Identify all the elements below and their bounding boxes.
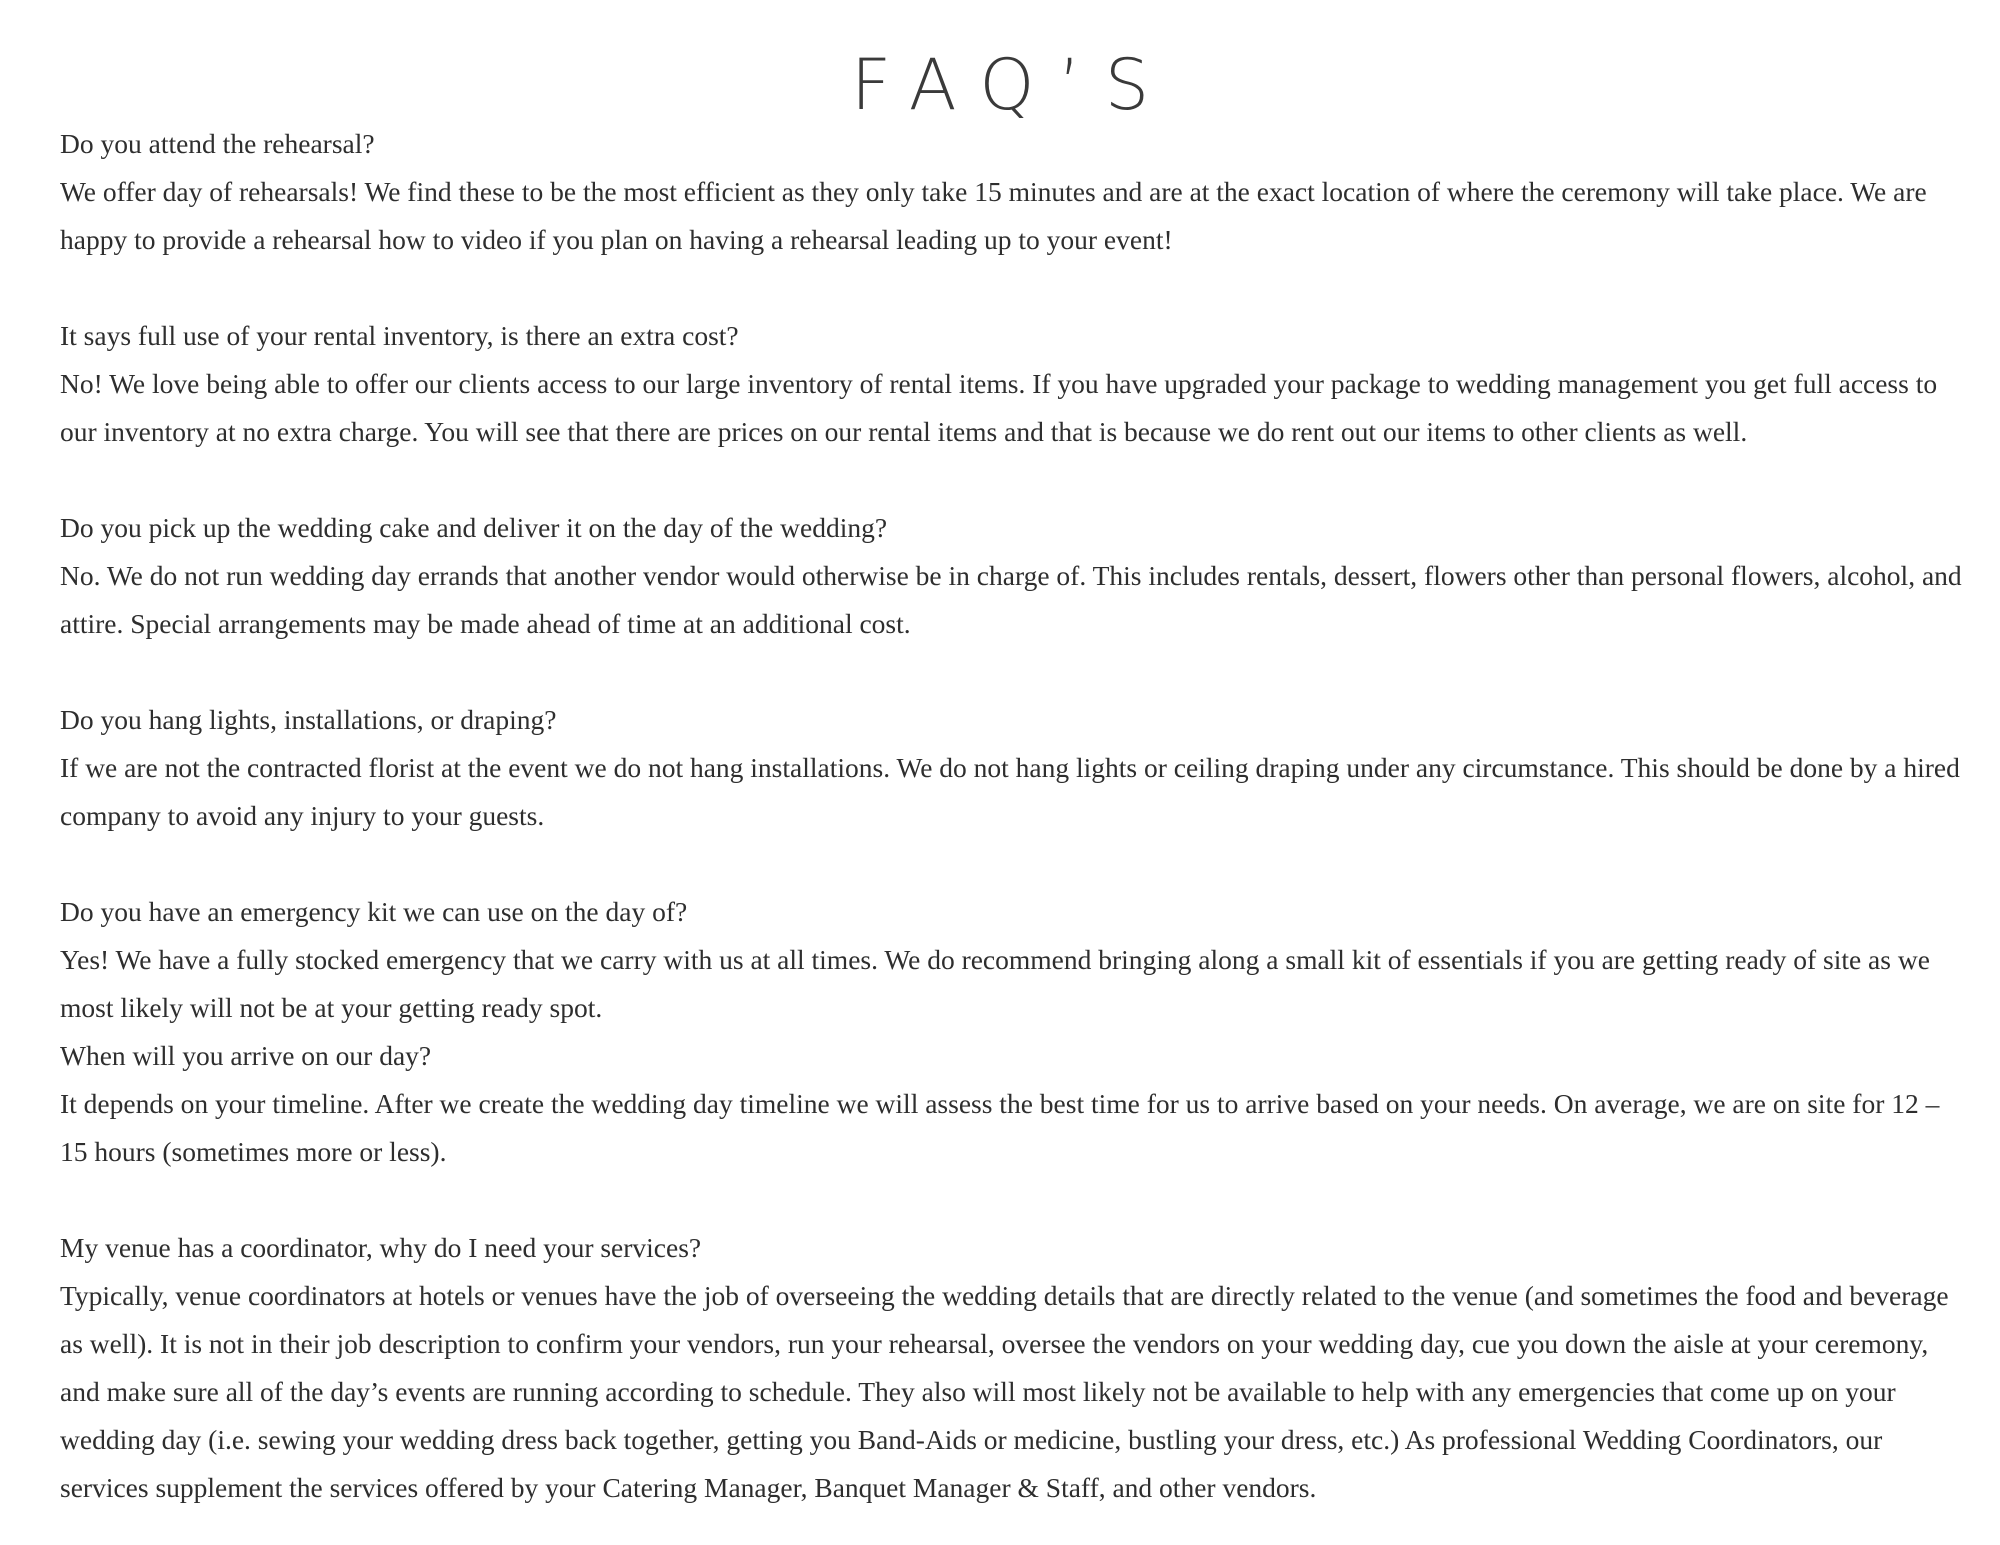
faq-item (60, 312, 1965, 456)
faq-question: Do you hang lights, installations, or draping? (60, 704, 557, 735)
faq-answer: It depends on your timeline. After we create the wedding day timeline we will assess the best time for us to arrive based on your needs. On average, we are on site for 12 – 15 hours (sometimes more or less). (60, 1088, 1940, 1167)
faq-answer: Typically, venue coordinators at hotels or venues have the job of overseeing the wedding details that are directly related to the venue (and sometimes the food and beverage as well). It is not in their job description to confirm your vendors, run your rehearsal, oversee the vendors on your wedding day, cue you down the aisle at your ceremony, and make sure all of the day’s events are running according to schedule. They also will most likely not be available to help with any emergencies that come up on your wedding day (i.e. sewing your wedding dress back together, getting you Band-Aids or medicine, bustling your dress, etc.) As professional Wedding Coordinators, our services supplement the services offered by your Catering Manager, Banquet Manager & Staff, and other vendors. (60, 1280, 1949, 1503)
faq-answer: No! We love being able to offer our clients access to our large inventory of rental items. If you have upgraded your package to wedding management you get full access to our inventory at no extra charge. You will see that there are prices on our rental items and that is because we do rent out our items to other clients as well. (60, 368, 1938, 447)
faq-spacer (60, 1176, 1965, 1224)
faq-question: Do you have an emergency kit we can use on the day of? (60, 896, 688, 927)
faq-question: Do you attend the rehearsal? (60, 128, 375, 159)
faq-spacer (60, 456, 1965, 504)
faq-question: Do you pick up the wedding cake and deliver it on the day of the wedding? (60, 512, 888, 543)
faq-spacer (60, 264, 1965, 312)
faq-answer: We offer day of rehearsals! We find these to be the most efficient as they only take 15 minutes and are at the exact location of where the ceremony will take place. We are happy to provide a rehearsal how to video if you plan on having a rehearsal leading up to your event! (60, 176, 1927, 255)
faq-answer: If we are not the contracted florist at the event we do not hang installations. We do not hang lights or ceiling draping under any circumstance. This should be done by a hired company to avoid any injury to your guests. (60, 752, 1960, 831)
faq-answer: No. We do not run wedding day errands that another vendor would otherwise be in charge of. This includes rentals, dessert, flowers other than personal flowers, alcohol, and attire. Special arrangements may be made ahead of time at an additional cost. (60, 560, 1962, 639)
faq-item (60, 120, 1965, 264)
page-title: FAQ’S (850, 44, 1174, 126)
faq-spacer (60, 648, 1965, 696)
faq-question: My venue has a coordinator, why do I need your services? (60, 1232, 702, 1263)
faq-question: It says full use of your rental inventory, is there an extra cost? (60, 320, 739, 351)
faq-question: When will you arrive on our day? (60, 1040, 432, 1071)
faq-item (60, 696, 1965, 840)
faq-answer: Yes! We have a fully stocked emergency that we carry with us at all times. We do recommend bringing along a small kit of essentials if you are getting ready of site as we most likely will not be at your getting ready spot. (60, 944, 1930, 1023)
faq-list (60, 120, 1965, 1512)
faq-item (60, 1032, 1965, 1176)
faq-spacer (60, 840, 1965, 888)
faq-item (60, 1224, 1965, 1512)
faq-item (60, 504, 1965, 648)
faq-item (60, 888, 1965, 1032)
